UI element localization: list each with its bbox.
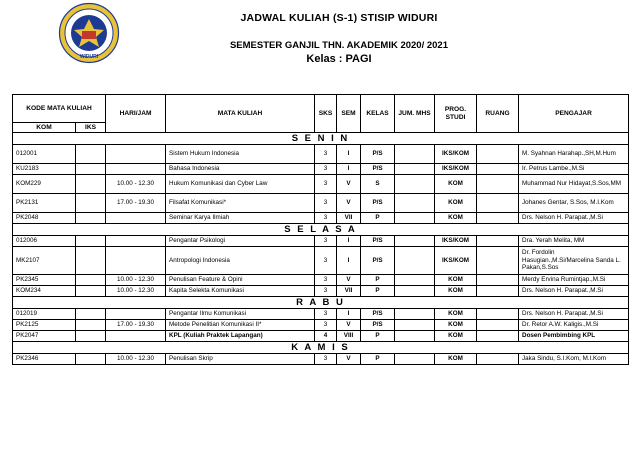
sem-cell: VII (337, 213, 361, 224)
jum-cell (395, 145, 435, 164)
pengajar-cell: Johanes Gentar, S.Sos, M.I.Kom (519, 194, 629, 213)
prog-cell: KOM (435, 309, 477, 320)
kelas-cell: P (361, 213, 395, 224)
header-kode: KODE MATA KULIAH (13, 95, 106, 123)
iks-cell (76, 236, 106, 247)
iks-cell (76, 275, 106, 286)
kom-cell: KU2183 (13, 164, 76, 175)
ruang-cell (477, 236, 519, 247)
iks-cell (76, 175, 106, 194)
schedule-body (13, 133, 629, 365)
iks-cell (76, 354, 106, 365)
kom-cell: 012006 (13, 236, 76, 247)
ruang-cell (477, 175, 519, 194)
sks-cell: 3 (315, 320, 337, 331)
kelas-cell: P (361, 354, 395, 365)
ruang-cell (477, 213, 519, 224)
kelas-cell: P/S (361, 320, 395, 331)
sem-cell: I (337, 164, 361, 175)
ruang-cell (477, 275, 519, 286)
table-row (13, 236, 629, 247)
sks-cell: 3 (315, 164, 337, 175)
prog-cell: KOM (435, 275, 477, 286)
prog-cell: IKS/KOM (435, 247, 477, 275)
jum-cell (395, 164, 435, 175)
sks-cell: 3 (315, 175, 337, 194)
sem-cell: V (337, 275, 361, 286)
matkul-cell: Bahasa Indonesia (166, 164, 315, 175)
pengajar-cell: Dra. Yerah Melita, MM (519, 236, 629, 247)
day-name: K A M I S (13, 342, 629, 354)
matkul-cell: Seminar Karya Ilmiah (166, 213, 315, 224)
matkul-cell: Metode Penelitian Komunikasi II* (166, 320, 315, 331)
ruang-cell (477, 309, 519, 320)
sem-cell: VII (337, 286, 361, 297)
pengajar-cell: Dr. Retor A.W. Kaligis.,M.Si (519, 320, 629, 331)
day-header (13, 342, 629, 354)
sks-cell: 3 (315, 145, 337, 164)
sks-cell: 3 (315, 236, 337, 247)
header-prog: PROG. STUDI (435, 95, 477, 133)
matkul-cell: KPL (Kuliah Praktek Lapangan) (166, 331, 315, 342)
iks-cell (76, 309, 106, 320)
pengajar-cell: Jaka Sindu, S.I.Kom, M.I.Kom (519, 354, 629, 365)
ruang-cell (477, 331, 519, 342)
sks-cell: 3 (315, 194, 337, 213)
jum-cell (395, 331, 435, 342)
header-ruang: RUANG (477, 95, 519, 133)
prog-cell: KOM (435, 213, 477, 224)
header-matkul: MATA KULIAH (166, 95, 315, 133)
table-row (13, 320, 629, 331)
pengajar-cell: Drs. Nelson H. Parapat.,M.Si (519, 213, 629, 224)
table-row (13, 164, 629, 175)
jum-cell (395, 320, 435, 331)
matkul-cell: Pengantar Ilmu Komunikasi (166, 309, 315, 320)
pengajar-cell: Drs. Nelson H. Parapat.,M.Si (519, 286, 629, 297)
matkul-cell: Sistem Hukum Indonesia (166, 145, 315, 164)
iks-cell (76, 320, 106, 331)
prog-cell: KOM (435, 194, 477, 213)
jam-cell: 10.00 - 12.30 (106, 286, 166, 297)
day-name: S E N I N (13, 133, 629, 145)
matkul-cell: Kapita Selekta Komunikasi (166, 286, 315, 297)
header-sem: SEM (337, 95, 361, 133)
header-kelas: KELAS (361, 95, 395, 133)
jam-cell (106, 309, 166, 320)
prog-cell: IKS/KOM (435, 145, 477, 164)
jam-cell: 10.00 - 12.30 (106, 275, 166, 286)
ruang-cell (477, 320, 519, 331)
iks-cell (76, 331, 106, 342)
sem-cell: V (337, 194, 361, 213)
ruang-cell (477, 194, 519, 213)
jum-cell (395, 354, 435, 365)
day-name: S E L A S A (13, 224, 629, 236)
page-title: JADWAL KULIAH (S-1) STISIP WIDURI (240, 12, 438, 24)
jum-cell (395, 286, 435, 297)
iks-cell (76, 247, 106, 275)
jam-cell (106, 331, 166, 342)
header-sks: SKS (315, 95, 337, 133)
day-name: R A B U (13, 297, 629, 309)
table-row (13, 175, 629, 194)
kelas-cell: P/S (361, 236, 395, 247)
sks-cell: 3 (315, 247, 337, 275)
sks-cell: 3 (315, 213, 337, 224)
table-row (13, 194, 629, 213)
matkul-cell: Penulisan Skrip (166, 354, 315, 365)
kom-cell: 012019 (13, 309, 76, 320)
table-row (13, 354, 629, 365)
matkul-cell: Hukum Komunikasi dan Cyber Law (166, 175, 315, 194)
jam-cell (106, 164, 166, 175)
kom-cell: MK2107 (13, 247, 76, 275)
jam-cell (106, 247, 166, 275)
schedule-table (12, 94, 629, 365)
table-row (13, 331, 629, 342)
prog-cell: KOM (435, 331, 477, 342)
ruang-cell (477, 145, 519, 164)
sem-cell: V (337, 175, 361, 194)
prog-cell: IKS/KOM (435, 236, 477, 247)
kom-cell: PK2048 (13, 213, 76, 224)
jam-cell: 10.00 - 12.30 (106, 175, 166, 194)
jum-cell (395, 275, 435, 286)
sks-cell: 3 (315, 286, 337, 297)
header-pengajar: PENGAJAR (519, 95, 629, 133)
kom-cell: PK2131 (13, 194, 76, 213)
sem-cell: I (337, 309, 361, 320)
table-row (13, 275, 629, 286)
class-title: Kelas : PAGI (306, 53, 372, 65)
jam-cell: 10.00 - 12.30 (106, 354, 166, 365)
kelas-cell: P/S (361, 194, 395, 213)
ruang-cell (477, 164, 519, 175)
ruang-cell (477, 286, 519, 297)
day-header (13, 133, 629, 145)
jum-cell (395, 175, 435, 194)
sem-cell: I (337, 247, 361, 275)
ruang-cell (477, 247, 519, 275)
sem-cell: I (337, 145, 361, 164)
jam-cell (106, 213, 166, 224)
jam-cell: 17.00 - 19.30 (106, 320, 166, 331)
kom-cell: PK2125 (13, 320, 76, 331)
pengajar-cell: Drs. Nelson H. Parapat.,M.Si (519, 309, 629, 320)
kom-cell: PK2346 (13, 354, 76, 365)
iks-cell (76, 194, 106, 213)
kelas-cell: P (361, 331, 395, 342)
matkul-cell: Penulisan Feature & Opini (166, 275, 315, 286)
day-header (13, 224, 629, 236)
pengajar-cell: Dosen Pembimbing KPL (519, 331, 629, 342)
prog-cell: KOM (435, 175, 477, 194)
iks-cell (76, 145, 106, 164)
sem-cell: V (337, 320, 361, 331)
kelas-cell: P (361, 275, 395, 286)
sks-cell: 3 (315, 275, 337, 286)
semester-title: SEMESTER GANJIL THN. AKADEMIK 2020/ 2021 (229, 40, 449, 51)
prog-cell: IKS/KOM (435, 164, 477, 175)
kom-cell: KOM234 (13, 286, 76, 297)
pengajar-cell: Muhammad Nur Hidayat,S.Sos,MM (519, 175, 629, 194)
prog-cell: KOM (435, 354, 477, 365)
iks-cell (76, 213, 106, 224)
table-row (13, 213, 629, 224)
jum-cell (395, 236, 435, 247)
kom-cell: PK2345 (13, 275, 76, 286)
jum-cell (395, 247, 435, 275)
kelas-cell: P/S (361, 145, 395, 164)
sks-cell: 4 (315, 331, 337, 342)
jum-cell (395, 194, 435, 213)
pengajar-cell: Merdy Ervina Rumintjap.,M.Si (519, 275, 629, 286)
pengajar-cell: M. Syahnan Harahap.,SH,M.Hum (519, 145, 629, 164)
sks-cell: 3 (315, 354, 337, 365)
sem-cell: I (337, 236, 361, 247)
jum-cell (395, 213, 435, 224)
header-jum: JUM. MHS (395, 95, 435, 133)
kelas-cell: P (361, 286, 395, 297)
kelas-cell: P/S (361, 309, 395, 320)
matkul-cell: Pengantar Psikologi (166, 236, 315, 247)
kom-cell: PK2047 (13, 331, 76, 342)
matkul-cell: Antropologi Indonesia (166, 247, 315, 275)
jum-cell (395, 309, 435, 320)
header-iks: IKS (76, 123, 106, 133)
matkul-cell: Filsafat Komunikasi* (166, 194, 315, 213)
kom-cell: KOM229 (13, 175, 76, 194)
kelas-cell: P/S (361, 247, 395, 275)
day-header (13, 297, 629, 309)
logo-text: WIDURI (79, 54, 99, 60)
sem-cell: V (337, 354, 361, 365)
prog-cell: KOM (435, 286, 477, 297)
jam-cell (106, 236, 166, 247)
table-row (13, 247, 629, 275)
table-row (13, 286, 629, 297)
prog-cell: KOM (435, 320, 477, 331)
kelas-cell: P/S (361, 164, 395, 175)
iks-cell (76, 164, 106, 175)
header-kom: KOM (13, 123, 76, 133)
header-hari: HARI/JAM (106, 95, 166, 133)
kom-cell: 012001 (13, 145, 76, 164)
kelas-cell: S (361, 175, 395, 194)
jam-cell: 17.00 - 19.30 (106, 194, 166, 213)
ruang-cell (477, 354, 519, 365)
jam-cell (106, 145, 166, 164)
table-row (13, 145, 629, 164)
sem-cell: VIII (337, 331, 361, 342)
iks-cell (76, 286, 106, 297)
sks-cell: 3 (315, 309, 337, 320)
table-row (13, 309, 629, 320)
pengajar-cell: Dr. Fordolin Hasugian.,M.Si/Marcelina Sanda L. Pakan,S.Sos (519, 247, 629, 275)
pengajar-cell: Ir. Petrus Lambe.,M.Si (519, 164, 629, 175)
